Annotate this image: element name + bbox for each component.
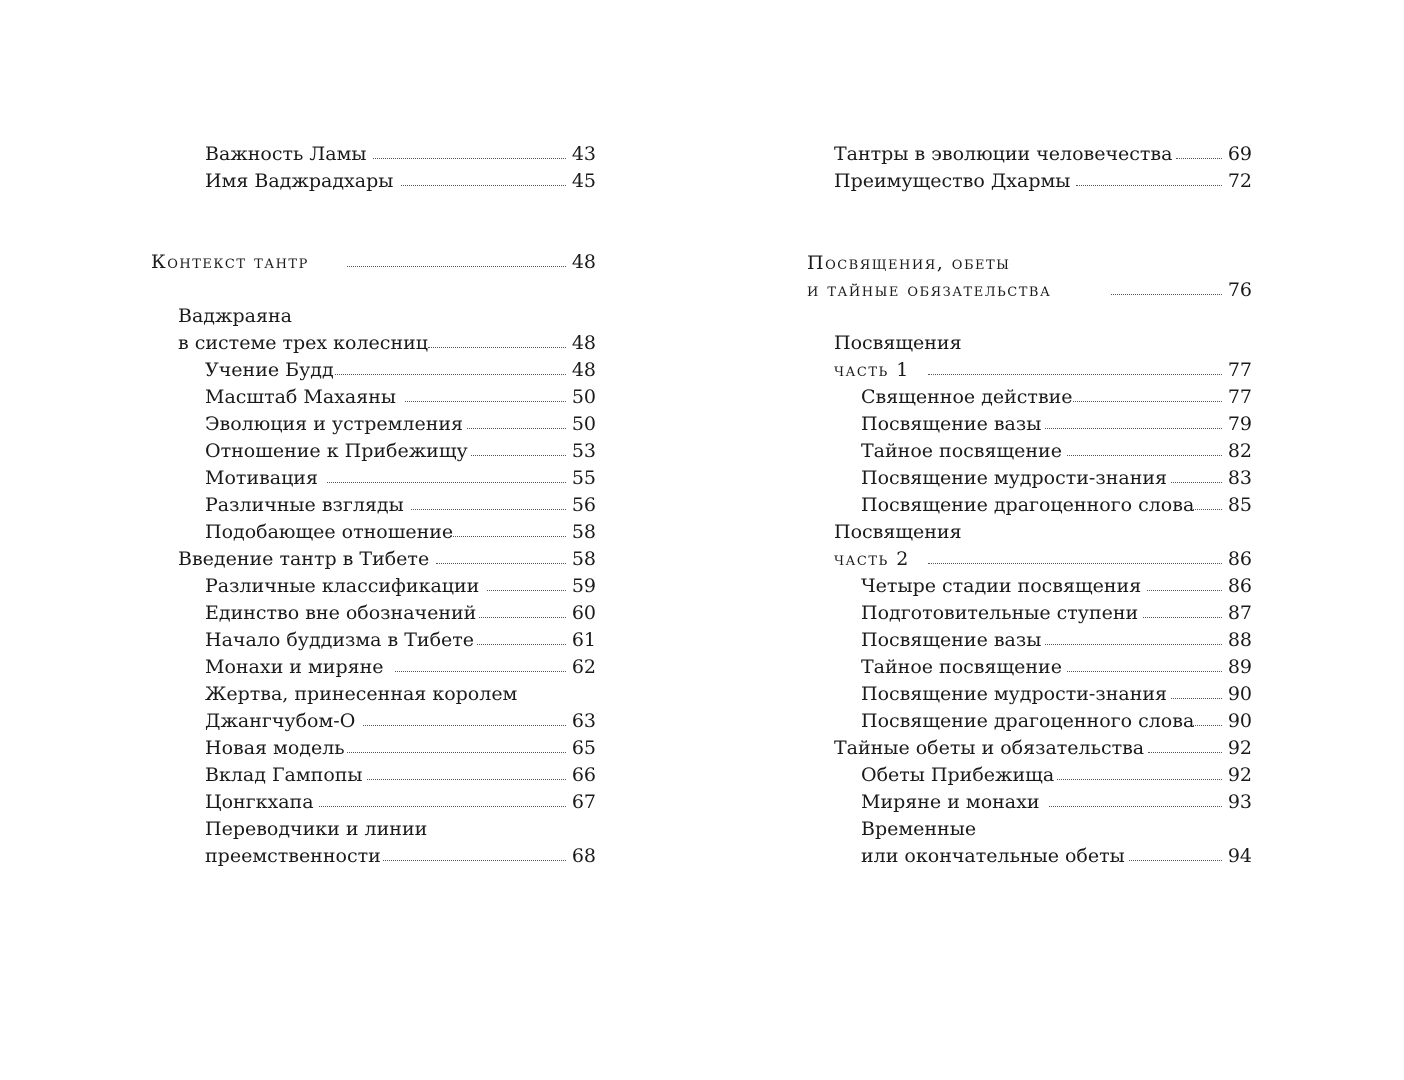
- dot-leader: [1045, 644, 1222, 645]
- toc-entry-page: 60: [571, 602, 596, 624]
- toc-entry-page: 67: [571, 791, 596, 813]
- toc-entry-page: 82: [1227, 440, 1252, 462]
- toc-entry[interactable]: [861, 681, 1252, 708]
- toc-entry-title: Подготовительные ступени: [861, 602, 1139, 624]
- toc-entry-page: 45: [571, 170, 596, 192]
- dot-leader: [1171, 482, 1222, 483]
- dot-leader: [1067, 671, 1222, 672]
- dot-leader: [1045, 428, 1222, 429]
- dot-leader: [487, 590, 566, 591]
- dot-leader: [335, 374, 566, 375]
- toc-entry-title: Посвящение мудрости-знания: [861, 467, 1168, 489]
- toc-entry-title: Масштаб Махаяны: [205, 386, 397, 408]
- toc-entry[interactable]: [861, 573, 1252, 600]
- toc-entry[interactable]: [205, 141, 596, 168]
- dot-leader: [1193, 509, 1222, 510]
- toc-entry[interactable]: [205, 492, 596, 519]
- toc-section-entry[interactable]: [807, 250, 1252, 277]
- dot-leader: [1176, 158, 1222, 159]
- toc-entry[interactable]: [834, 357, 1252, 384]
- toc-entry-title: Посвящения: [834, 332, 962, 354]
- toc-entry[interactable]: [834, 546, 1252, 573]
- dot-leader: [477, 644, 566, 645]
- toc-entry-title: Посвящение мудрости-знания: [861, 683, 1168, 705]
- toc-entry-page: 43: [571, 143, 596, 165]
- toc-entry[interactable]: [861, 789, 1252, 816]
- toc-entry-page: 53: [571, 440, 596, 462]
- toc-entry[interactable]: [205, 519, 596, 546]
- toc-entry[interactable]: [205, 438, 596, 465]
- dot-leader: [1111, 294, 1222, 295]
- dot-leader: [405, 401, 566, 402]
- toc-entry-title: Эволюция и устремления: [205, 413, 464, 435]
- toc-entry-page: 62: [571, 656, 596, 678]
- toc-entry-page: 88: [1227, 629, 1252, 651]
- toc-entry-page: 77: [1227, 386, 1252, 408]
- toc-entry-title: Мотивация: [205, 467, 318, 489]
- toc-entry-page: 63: [571, 710, 596, 732]
- toc-entry-page: 87: [1227, 602, 1252, 624]
- toc-entry-title: Важность Ламы: [205, 143, 367, 165]
- toc-entry-page: 66: [571, 764, 596, 786]
- toc-entry[interactable]: [861, 600, 1252, 627]
- toc-entry-page: 59: [571, 575, 596, 597]
- dot-leader: [347, 752, 566, 753]
- dot-leader: [1171, 698, 1222, 699]
- toc-entry-page: 83: [1227, 467, 1252, 489]
- toc-entry[interactable]: [205, 816, 596, 843]
- toc-section-title: Посвящения, обеты: [807, 252, 1011, 274]
- toc-entry[interactable]: [861, 411, 1252, 438]
- dot-leader: [383, 860, 566, 861]
- toc-entry-title: Вклад Гампопы: [205, 764, 363, 786]
- toc-entry-title: Джангчубом-О: [205, 710, 356, 732]
- dot-leader: [363, 725, 566, 726]
- dot-leader: [1193, 725, 1222, 726]
- dot-leader: [367, 779, 566, 780]
- toc-entry-page: 92: [1227, 737, 1252, 759]
- toc-section-entry[interactable]: [807, 277, 1252, 304]
- toc-entry[interactable]: [178, 330, 596, 357]
- toc-entry[interactable]: [834, 330, 1252, 357]
- toc-entry-page: 61: [571, 629, 596, 651]
- toc-entry-title: часть 1: [834, 359, 910, 381]
- toc-section-title: и тайные обязательства: [807, 279, 1052, 301]
- toc-entry[interactable]: [205, 411, 596, 438]
- dot-leader: [1067, 455, 1222, 456]
- toc-entry-page: 48: [571, 332, 596, 354]
- toc-entry[interactable]: [834, 168, 1252, 195]
- toc-entry[interactable]: [205, 168, 596, 195]
- toc-entry-title: Обеты Прибежища: [861, 764, 1055, 786]
- toc-entry-title: Священное действие: [861, 386, 1073, 408]
- toc-entry-page: 65: [571, 737, 596, 759]
- toc-entry[interactable]: [861, 762, 1252, 789]
- toc-entry-title: часть 2: [834, 548, 910, 570]
- toc-entry[interactable]: [861, 843, 1252, 870]
- toc-entry-title: Тайные обеты и обязательства: [834, 737, 1145, 759]
- toc-entry-title: Жертва, принесенная королем: [205, 683, 518, 705]
- toc-entry-title: Отношение к Прибежищу: [205, 440, 468, 462]
- toc-entry-title: Различные взгляды: [205, 494, 404, 516]
- toc-entry-title: Ваджраяна: [178, 305, 292, 327]
- dot-leader: [347, 266, 566, 267]
- toc-entry-title: Монахи и миряне: [205, 656, 384, 678]
- toc-entry-title: Посвящение драгоценного слова: [861, 710, 1195, 732]
- toc-entry-page: 48: [571, 251, 596, 273]
- dot-leader: [395, 671, 566, 672]
- toc-entry-title: Цонгкхапа: [205, 791, 314, 813]
- dot-leader: [1143, 617, 1222, 618]
- toc-entry-title: Переводчики и линии: [205, 818, 428, 840]
- toc-entry-page: 92: [1227, 764, 1252, 786]
- dot-leader: [928, 374, 1222, 375]
- toc-entry[interactable]: [205, 735, 596, 762]
- toc-entry-title: Учение Будд: [205, 359, 334, 381]
- toc-entry[interactable]: [861, 816, 1252, 843]
- dot-leader: [928, 563, 1222, 564]
- toc-entry-page: 76: [1227, 279, 1252, 301]
- toc-entry[interactable]: [205, 843, 596, 870]
- dot-leader: [479, 617, 566, 618]
- toc-entry-page: 50: [571, 413, 596, 435]
- toc-entry[interactable]: [205, 708, 596, 735]
- toc-entry-title: Единство вне обозначений: [205, 602, 477, 624]
- dot-leader: [1129, 860, 1222, 861]
- toc-entry[interactable]: [205, 762, 596, 789]
- toc-entry[interactable]: [861, 438, 1252, 465]
- toc-section-entry[interactable]: [151, 249, 596, 276]
- toc-entry-title: Новая модель: [205, 737, 345, 759]
- dot-leader: [1147, 590, 1222, 591]
- toc-entry-title: или окончательные обеты: [861, 845, 1125, 867]
- toc-entry[interactable]: [205, 627, 596, 654]
- dot-leader: [471, 455, 566, 456]
- dot-leader: [467, 428, 566, 429]
- toc-entry-title: Посвящение вазы: [861, 629, 1042, 651]
- dot-leader: [319, 806, 566, 807]
- toc-entry-page: 86: [1227, 575, 1252, 597]
- dot-leader: [451, 536, 566, 537]
- toc-entry[interactable]: [861, 627, 1252, 654]
- dot-leader: [373, 158, 566, 159]
- toc-entry[interactable]: [205, 681, 596, 708]
- toc-entry[interactable]: [834, 141, 1252, 168]
- toc-entry-title: Введение тантр в Тибете: [178, 548, 430, 570]
- toc-entry-page: 86: [1227, 548, 1252, 570]
- toc-entry[interactable]: [834, 735, 1252, 762]
- toc-entry-page: 94: [1227, 845, 1252, 867]
- dot-leader: [428, 347, 566, 348]
- toc-entry-title: в системе трех колесниц: [178, 332, 428, 354]
- dot-leader: [401, 185, 566, 186]
- dot-leader: [1073, 401, 1222, 402]
- toc-entry-title: преемственности: [205, 845, 381, 867]
- toc-entry-title: Имя Ваджрадхары: [205, 170, 394, 192]
- dot-leader: [411, 509, 566, 510]
- toc-entry[interactable]: [861, 384, 1252, 411]
- toc-entry-page: 56: [571, 494, 596, 516]
- toc-entry-title: Начало буддизма в Тибете: [205, 629, 475, 651]
- toc-entry-page: 69: [1227, 143, 1252, 165]
- toc-entry[interactable]: [861, 465, 1252, 492]
- toc-entry-page: 55: [571, 467, 596, 489]
- toc-entry-page: 68: [571, 845, 596, 867]
- toc-entry-page: 58: [571, 521, 596, 543]
- toc-entry[interactable]: [178, 546, 596, 573]
- toc-entry-page: 89: [1227, 656, 1252, 678]
- toc-entry-title: Посвящение вазы: [861, 413, 1042, 435]
- toc-entry-title: Тантры в эволюции человечества: [834, 143, 1173, 165]
- toc-entry-title: Четыре стадии посвящения: [861, 575, 1142, 597]
- toc-entry-title: Различные классификации: [205, 575, 480, 597]
- dot-leader: [1049, 806, 1222, 807]
- toc-entry-page: 48: [571, 359, 596, 381]
- toc-entry[interactable]: [205, 654, 596, 681]
- toc-entry-title: Тайное посвящение: [861, 440, 1062, 462]
- toc-entry-page: 58: [571, 548, 596, 570]
- toc-entry-title: Тайное посвящение: [861, 656, 1062, 678]
- toc-entry-page: 77: [1227, 359, 1252, 381]
- toc-entry-title: Посвящение драгоценного слова: [861, 494, 1195, 516]
- toc-entry[interactable]: [861, 708, 1252, 735]
- toc-entry[interactable]: [178, 303, 596, 330]
- toc-entry[interactable]: [861, 492, 1252, 519]
- toc-entry[interactable]: [834, 519, 1252, 546]
- dot-leader: [1148, 752, 1222, 753]
- toc-entry-page: 93: [1227, 791, 1252, 813]
- toc-entry[interactable]: [205, 357, 596, 384]
- toc-entry-title: Миряне и монахи: [861, 791, 1040, 813]
- toc-entry-title: Посвящения: [834, 521, 962, 543]
- toc-entry[interactable]: [205, 465, 596, 492]
- dot-leader: [327, 482, 566, 483]
- toc-entry[interactable]: [205, 573, 596, 600]
- toc-entry-page: 90: [1227, 710, 1252, 732]
- toc-entry[interactable]: [205, 384, 596, 411]
- toc-entry-page: 72: [1227, 170, 1252, 192]
- toc-entry-title: Преимущество Дхармы: [834, 170, 1071, 192]
- dot-leader: [1076, 185, 1222, 186]
- toc-section-title: Контекст тантр: [151, 251, 309, 273]
- toc-entry-title: Временные: [861, 818, 977, 840]
- toc-entry-page: 50: [571, 386, 596, 408]
- toc-entry-page: 90: [1227, 683, 1252, 705]
- toc-entry[interactable]: [205, 600, 596, 627]
- toc-entry-page: 85: [1227, 494, 1252, 516]
- dot-leader: [1057, 779, 1222, 780]
- dot-leader: [436, 563, 566, 564]
- toc-entry[interactable]: [861, 654, 1252, 681]
- toc-entry-page: 79: [1227, 413, 1252, 435]
- toc-entry[interactable]: [205, 789, 596, 816]
- toc-entry-title: Подобающее отношение: [205, 521, 454, 543]
